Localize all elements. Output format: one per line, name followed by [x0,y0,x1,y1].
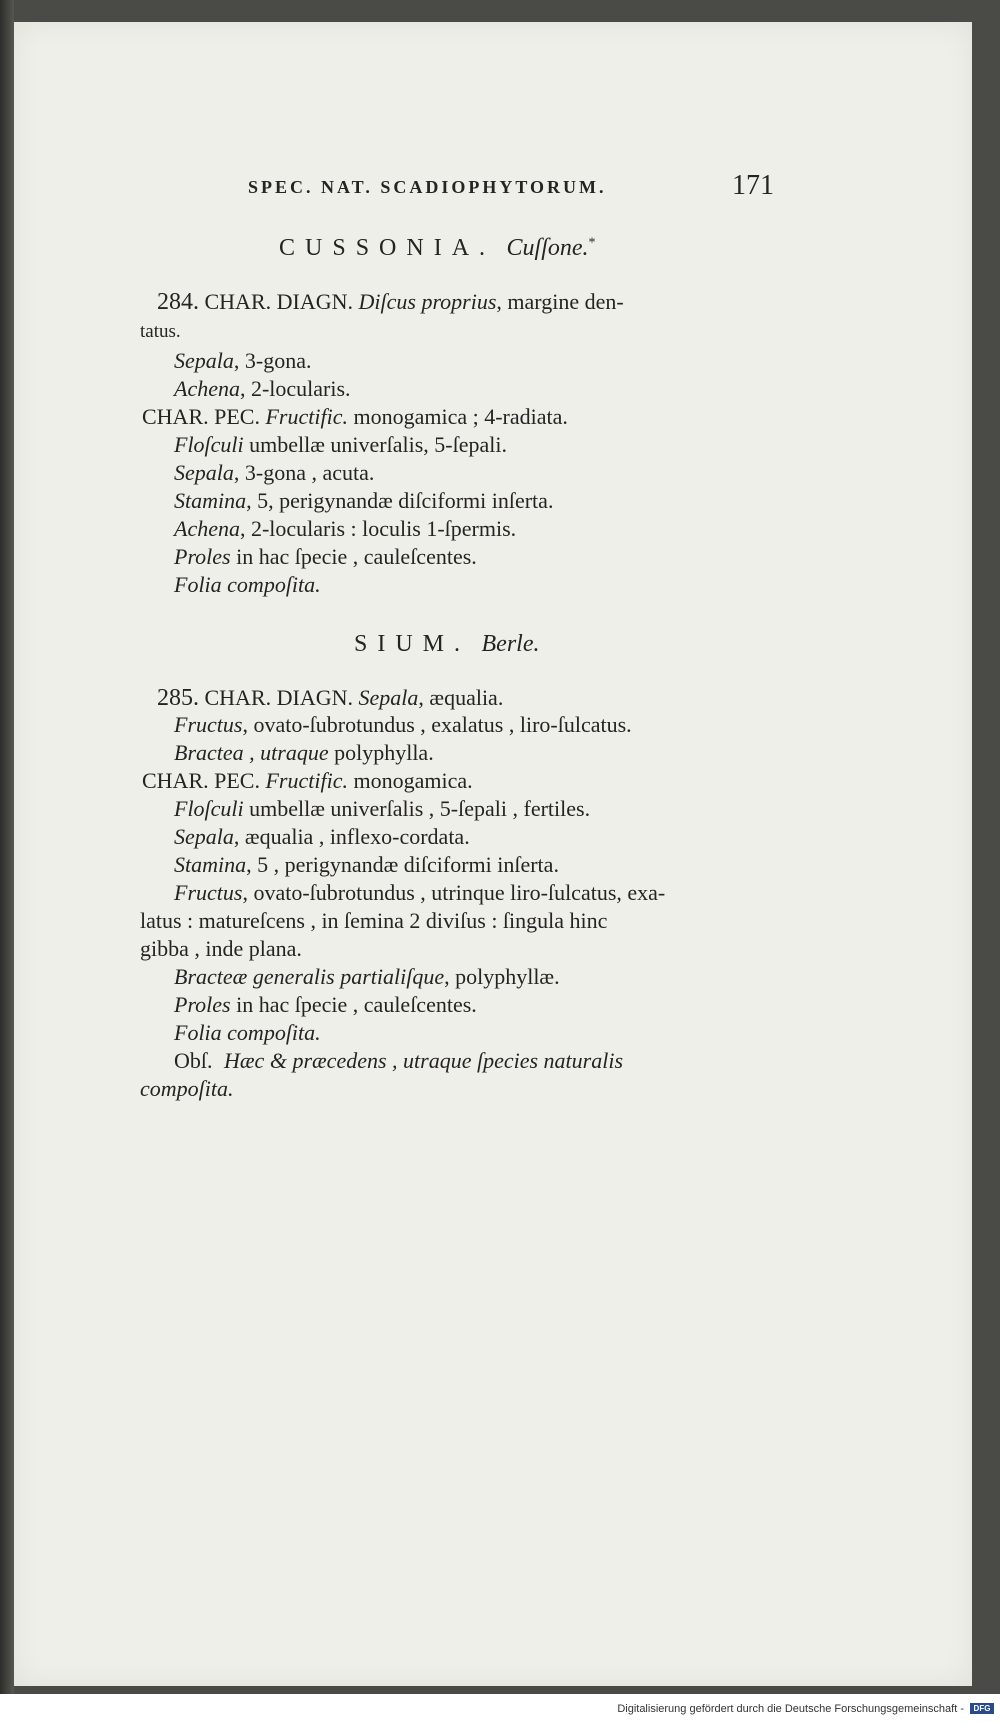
sium-sepala2-line [174,826,470,848]
genus-heading-cussonia [279,236,596,260]
term: Bracteæ generalis partialiſque [174,964,445,989]
entry-284-line-2: tatus. [140,321,181,342]
desc: , æqualia. [418,685,504,710]
term: Fructus [174,712,243,737]
footnote-mark: * [588,235,596,251]
term: Sepala [358,685,419,710]
term: Stamina [174,488,247,513]
common-name: Berle. [481,631,540,657]
cussonia-achena-line [174,378,351,400]
char-pec-label: CHAR. PEC. [142,404,260,429]
cussonia-stamina-line [174,490,553,512]
desc: , 2-locularis. [239,376,351,401]
desc: , ovato-ſubrotundus , utrinque liro-ſulcatus, exa- [242,880,666,905]
cussonia-sepala2-line [174,462,374,484]
sium-fructus-line [174,714,632,736]
desc: in hac ſpecie , cauleſcentes. [236,544,477,569]
genus-name: SIUM. [354,631,471,657]
entry-number: 284. [157,289,199,315]
dfg-logo-icon: DFG [970,1703,994,1714]
common-name: Cuſſone. [506,235,589,261]
desc: , 5 , perigynandæ diſciformi inſerta. [246,852,559,877]
page-number: 171 [732,170,774,201]
term: Sepala [174,348,234,373]
char-diagn-label: CHAR. DIAGN. [204,685,353,710]
sium-fructus2-line [174,882,665,904]
cussonia-achena2-line [174,518,516,540]
term: Proles [174,992,231,1017]
sium-fructus2-line-2: latus : matureſcens , in ſemina 2 diviſus : ſingula hinc [140,908,608,933]
desc: , ovato-ſubrotundus , exalatus , liro-ſulcatus. [242,712,632,737]
genus-name: CUSSONIA. [279,235,496,261]
sium-flosculi-line [174,798,590,820]
book-page [14,22,972,1686]
term: Floſculi [174,432,244,457]
sium-obs-line-2: compoſita. [140,1076,234,1101]
char-diagn-label: CHAR. DIAGN. [204,289,353,314]
cussonia-sepala-line [174,350,311,372]
desc: umbellæ univerſalis, 5-ſepali. [249,432,507,457]
term: Bractea , utraque [174,740,329,765]
genus-heading-sium [354,632,540,656]
term: Fructific. [265,768,348,793]
desc: polyphylla. [334,740,434,765]
obs-label: Obſ. [174,1048,213,1073]
term: Sepala [174,460,234,485]
obs-text: Hæc & præcedens , utraque ſpecies naturalis [224,1048,624,1073]
entry-285-line-1 [157,686,503,710]
term: Achena [174,376,240,401]
desc: , 5, perigynandæ diſciformi inſerta. [246,488,554,513]
cussonia-char-pec-line [142,406,568,428]
cussonia-folia-line: Folia compoſita. [174,572,321,597]
sium-bracteae-line [174,966,560,988]
term: Stamina [174,852,247,877]
sium-obs-line [174,1050,623,1072]
entry-284-line-1 [157,290,624,314]
discus-desc: , margine den- [496,289,624,314]
discus-term: Diſcus proprius [358,289,497,314]
sium-char-pec-line [142,770,473,792]
desc: umbellæ univerſalis , 5-ſepali , fertiles. [249,796,591,821]
digitization-footer [0,1694,1000,1723]
desc: , æqualia , inflexo-cordata. [233,824,470,849]
book-spine-edge [0,0,14,1694]
term: Fructific. [265,404,348,429]
desc: , 2-locularis : loculis 1-ſpermis. [239,516,517,541]
desc: monogamica ; 4-radiata. [353,404,568,429]
term: Proles [174,544,231,569]
sium-stamina-line [174,854,559,876]
desc: , polyphyllæ. [444,964,560,989]
desc: monogamica. [353,768,473,793]
sium-fructus2-line-3: gibba , inde plana. [140,936,302,961]
term: Sepala [174,824,234,849]
desc: , 3-gona. [233,348,312,373]
desc: , 3-gona , acuta. [233,460,375,485]
cussonia-flosculi-line [174,434,507,456]
desc: in hac ſpecie , cauleſcentes. [236,992,477,1017]
sium-proles-line [174,994,477,1016]
term: Fructus [174,880,243,905]
dfg-credit-text: Digitalisierung gefördert durch die Deutsche Forschungsgemeinschaft - [617,1702,964,1715]
sium-bractea-line [174,742,434,764]
term: Achena [174,516,240,541]
char-pec-label: CHAR. PEC. [142,768,260,793]
term: Floſculi [174,796,244,821]
running-head: SPEC. NAT. SCADIOPHYTORUM. [248,177,607,197]
sium-folia-line: Folia compoſita. [174,1020,321,1045]
entry-number: 285. [157,685,199,711]
cussonia-proles-line [174,546,477,568]
